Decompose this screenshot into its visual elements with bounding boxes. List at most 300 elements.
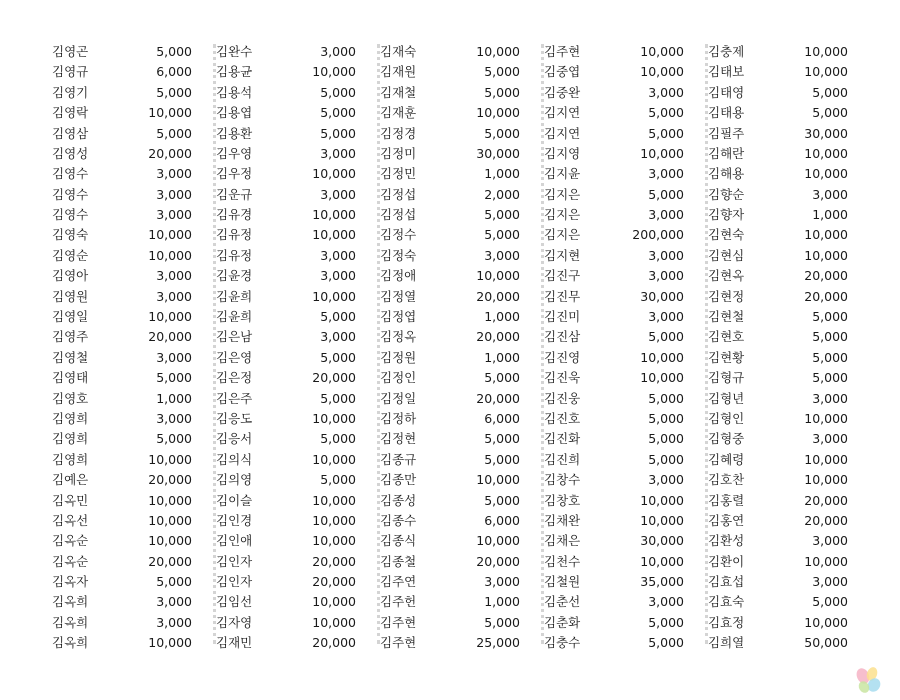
donation-amount: 5,000 bbox=[156, 84, 192, 100]
donation-amount: 3,000 bbox=[812, 186, 848, 202]
donor-name: 김은정 bbox=[216, 370, 253, 386]
donation-amount: 10,000 bbox=[312, 492, 356, 508]
donation-amount: 10,000 bbox=[804, 410, 848, 426]
donor-row bbox=[380, 491, 540, 511]
donor-name: 김천수 bbox=[544, 553, 581, 569]
donation-amount: 5,000 bbox=[156, 574, 192, 590]
donor-row bbox=[708, 144, 868, 164]
donor-row bbox=[216, 531, 376, 551]
donation-amount: 5,000 bbox=[484, 614, 520, 630]
donation-amount: 10,000 bbox=[804, 614, 848, 630]
donor-name: 김영성 bbox=[52, 145, 89, 161]
donor-row bbox=[52, 348, 212, 368]
donor-name: 김영태 bbox=[52, 370, 89, 386]
donor-row bbox=[708, 593, 868, 613]
donor-row bbox=[708, 124, 868, 144]
donor-name: 김재숙 bbox=[380, 43, 417, 59]
donor-name: 김영수 bbox=[52, 186, 89, 202]
donor-name: 김정일 bbox=[380, 390, 417, 406]
donor-row bbox=[380, 307, 540, 327]
donation-amount: 5,000 bbox=[812, 594, 848, 610]
donation-amount: 25,000 bbox=[476, 635, 520, 651]
donor-row bbox=[52, 124, 212, 144]
donor-row bbox=[52, 552, 212, 572]
donor-row bbox=[544, 552, 704, 572]
donor-row bbox=[708, 470, 868, 490]
donation-amount: 1,000 bbox=[484, 594, 520, 610]
donation-amount: 5,000 bbox=[320, 349, 356, 365]
donation-amount: 3,000 bbox=[648, 594, 684, 610]
donation-amount: 5,000 bbox=[156, 370, 192, 386]
donation-amount: 5,000 bbox=[648, 635, 684, 651]
donor-name: 김현황 bbox=[708, 349, 745, 365]
donor-name: 김해란 bbox=[708, 145, 745, 161]
donation-amount: 3,000 bbox=[320, 329, 356, 345]
donor-row bbox=[544, 511, 704, 531]
donation-amount: 10,000 bbox=[640, 553, 684, 569]
donation-amount: 5,000 bbox=[648, 431, 684, 447]
donor-name: 김현호 bbox=[708, 329, 745, 345]
donor-column-1 bbox=[52, 42, 212, 654]
donor-row bbox=[380, 389, 540, 409]
donor-name: 김정원 bbox=[380, 349, 417, 365]
donor-row bbox=[380, 42, 540, 62]
donor-row bbox=[52, 144, 212, 164]
donor-row bbox=[380, 348, 540, 368]
donor-row bbox=[52, 613, 212, 633]
donor-name: 김영수 bbox=[52, 166, 89, 182]
donor-row bbox=[216, 450, 376, 470]
donor-name: 김진삼 bbox=[544, 329, 581, 345]
donation-amount: 20,000 bbox=[476, 390, 520, 406]
donor-row bbox=[380, 572, 540, 592]
donation-amount: 3,000 bbox=[648, 247, 684, 263]
donor-row bbox=[380, 368, 540, 388]
donor-name: 김진미 bbox=[544, 309, 581, 325]
donation-amount: 10,000 bbox=[640, 370, 684, 386]
donation-amount: 5,000 bbox=[320, 105, 356, 121]
donor-row bbox=[544, 531, 704, 551]
donor-row bbox=[544, 287, 704, 307]
donor-row bbox=[708, 348, 868, 368]
donor-row bbox=[216, 307, 376, 327]
donor-name: 김영숙 bbox=[52, 227, 89, 243]
donor-row bbox=[708, 409, 868, 429]
donor-row bbox=[380, 409, 540, 429]
donor-row bbox=[216, 185, 376, 205]
donor-name: 김정수 bbox=[380, 227, 417, 243]
donation-amount: 10,000 bbox=[312, 64, 356, 80]
donor-name: 김재훈 bbox=[380, 105, 417, 121]
donor-row bbox=[380, 226, 540, 246]
donor-name: 김창호 bbox=[544, 492, 581, 508]
donor-name: 김혜령 bbox=[708, 451, 745, 467]
donor-row bbox=[216, 613, 376, 633]
donor-name: 김용엽 bbox=[216, 105, 253, 121]
donor-row bbox=[544, 103, 704, 123]
donor-row bbox=[52, 307, 212, 327]
donation-amount: 10,000 bbox=[476, 533, 520, 549]
donor-name: 김유정 bbox=[216, 247, 253, 263]
donor-name: 김중엽 bbox=[544, 64, 581, 80]
donor-row bbox=[52, 389, 212, 409]
donation-amount: 5,000 bbox=[484, 207, 520, 223]
donor-column-2 bbox=[216, 42, 376, 654]
donor-name: 김지윤 bbox=[544, 166, 581, 182]
donation-amount: 20,000 bbox=[148, 145, 192, 161]
donor-name: 김환성 bbox=[708, 533, 745, 549]
donor-name: 김진구 bbox=[544, 268, 581, 284]
donor-name: 김춘화 bbox=[544, 614, 581, 630]
donor-name: 김옥순 bbox=[52, 553, 89, 569]
donation-amount: 10,000 bbox=[312, 451, 356, 467]
donor-row bbox=[544, 266, 704, 286]
donor-row bbox=[52, 62, 212, 82]
donation-amount: 20,000 bbox=[148, 553, 192, 569]
donation-amount: 3,000 bbox=[156, 614, 192, 630]
donation-amount: 3,000 bbox=[648, 84, 684, 100]
donor-name: 김영삼 bbox=[52, 125, 89, 141]
donor-name: 김진무 bbox=[544, 288, 581, 304]
donor-name: 김인자 bbox=[216, 574, 253, 590]
donor-name: 김인경 bbox=[216, 512, 253, 528]
donor-name: 김형중 bbox=[708, 431, 745, 447]
donor-row bbox=[544, 124, 704, 144]
donor-row bbox=[708, 164, 868, 184]
donor-row bbox=[544, 62, 704, 82]
donor-row bbox=[380, 185, 540, 205]
donor-row bbox=[380, 62, 540, 82]
donor-row bbox=[544, 164, 704, 184]
donor-name: 김재철 bbox=[380, 84, 417, 100]
donor-name: 김채은 bbox=[544, 533, 581, 549]
donor-row bbox=[216, 368, 376, 388]
donor-list bbox=[52, 42, 868, 654]
donation-amount: 1,000 bbox=[156, 390, 192, 406]
donor-name: 김정현 bbox=[380, 431, 417, 447]
donation-amount: 5,000 bbox=[320, 125, 356, 141]
donor-row bbox=[52, 531, 212, 551]
donation-amount: 5,000 bbox=[484, 431, 520, 447]
donation-amount: 5,000 bbox=[320, 390, 356, 406]
donor-row bbox=[380, 124, 540, 144]
donor-name: 김정열 bbox=[380, 288, 417, 304]
donation-amount: 3,000 bbox=[156, 186, 192, 202]
donation-amount: 3,000 bbox=[156, 207, 192, 223]
donation-amount: 10,000 bbox=[148, 635, 192, 651]
donor-row bbox=[216, 633, 376, 653]
donor-row bbox=[216, 144, 376, 164]
donation-amount: 10,000 bbox=[312, 410, 356, 426]
donor-row bbox=[52, 409, 212, 429]
donation-amount: 3,000 bbox=[648, 472, 684, 488]
donation-amount: 10,000 bbox=[476, 472, 520, 488]
donation-amount: 10,000 bbox=[148, 247, 192, 263]
donor-name: 김용석 bbox=[216, 84, 253, 100]
donor-row bbox=[52, 429, 212, 449]
donor-name: 김지은 bbox=[544, 207, 581, 223]
donation-amount: 20,000 bbox=[804, 268, 848, 284]
donor-name: 김영기 bbox=[52, 84, 89, 100]
donation-amount: 20,000 bbox=[804, 512, 848, 528]
donation-amount: 10,000 bbox=[312, 207, 356, 223]
donor-row bbox=[216, 348, 376, 368]
donation-amount: 1,000 bbox=[484, 166, 520, 182]
donor-name: 김지연 bbox=[544, 105, 581, 121]
donation-amount: 10,000 bbox=[640, 145, 684, 161]
donor-name: 김지연 bbox=[544, 125, 581, 141]
donation-amount: 5,000 bbox=[156, 43, 192, 59]
donation-amount: 30,000 bbox=[640, 533, 684, 549]
donor-row bbox=[216, 226, 376, 246]
donation-amount: 20,000 bbox=[312, 370, 356, 386]
donation-amount: 10,000 bbox=[476, 43, 520, 59]
donation-amount: 30,000 bbox=[804, 125, 848, 141]
donation-amount: 5,000 bbox=[156, 431, 192, 447]
donor-row bbox=[380, 287, 540, 307]
donor-name: 김인애 bbox=[216, 533, 253, 549]
donor-name: 김은주 bbox=[216, 390, 253, 406]
donation-amount: 10,000 bbox=[148, 512, 192, 528]
donation-amount: 3,000 bbox=[484, 247, 520, 263]
donation-amount: 3,000 bbox=[156, 594, 192, 610]
donation-amount: 3,000 bbox=[648, 207, 684, 223]
donor-name: 김진영 bbox=[544, 349, 581, 365]
donor-row bbox=[52, 633, 212, 653]
donor-row bbox=[708, 62, 868, 82]
donation-amount: 5,000 bbox=[156, 125, 192, 141]
donation-amount: 10,000 bbox=[148, 227, 192, 243]
donation-amount: 1,000 bbox=[484, 309, 520, 325]
donation-amount: 3,000 bbox=[812, 533, 848, 549]
donation-amount: 10,000 bbox=[640, 64, 684, 80]
donor-name: 김예은 bbox=[52, 472, 89, 488]
donor-name: 김영희 bbox=[52, 410, 89, 426]
donation-amount: 20,000 bbox=[312, 553, 356, 569]
donor-row bbox=[708, 511, 868, 531]
donation-amount: 10,000 bbox=[804, 451, 848, 467]
donor-name: 김진웅 bbox=[544, 390, 581, 406]
donation-amount: 5,000 bbox=[648, 614, 684, 630]
donor-row bbox=[380, 531, 540, 551]
donor-name: 김진호 bbox=[544, 410, 581, 426]
donor-row bbox=[380, 633, 540, 653]
donor-row bbox=[52, 42, 212, 62]
donor-row bbox=[52, 164, 212, 184]
donation-amount: 20,000 bbox=[476, 329, 520, 345]
donor-row bbox=[380, 83, 540, 103]
donor-row bbox=[216, 103, 376, 123]
donor-column-5 bbox=[708, 42, 868, 654]
donation-amount: 5,000 bbox=[648, 451, 684, 467]
donor-name: 김효정 bbox=[708, 614, 745, 630]
donation-amount: 50,000 bbox=[804, 635, 848, 651]
donor-name: 김정섭 bbox=[380, 207, 417, 223]
donation-amount: 3,000 bbox=[156, 268, 192, 284]
donor-row bbox=[544, 226, 704, 246]
donor-name: 김채완 bbox=[544, 512, 581, 528]
donation-amount: 5,000 bbox=[320, 431, 356, 447]
donor-name: 김종철 bbox=[380, 553, 417, 569]
donor-name: 김정엽 bbox=[380, 309, 417, 325]
donor-name: 김영희 bbox=[52, 431, 89, 447]
donor-name: 김유경 bbox=[216, 207, 253, 223]
donor-name: 김효섭 bbox=[708, 574, 745, 590]
donor-row bbox=[708, 572, 868, 592]
donor-name: 김옥자 bbox=[52, 574, 89, 590]
donor-row bbox=[380, 552, 540, 572]
donation-amount: 3,000 bbox=[320, 145, 356, 161]
donor-name: 김영원 bbox=[52, 288, 89, 304]
donation-amount: 10,000 bbox=[312, 533, 356, 549]
donor-name: 김태보 bbox=[708, 64, 745, 80]
donor-row bbox=[216, 593, 376, 613]
donor-name: 김영호 bbox=[52, 390, 89, 406]
donor-row bbox=[544, 185, 704, 205]
donor-name: 김영주 bbox=[52, 329, 89, 345]
donation-amount: 10,000 bbox=[312, 227, 356, 243]
donor-name: 김태용 bbox=[708, 105, 745, 121]
donor-name: 김향순 bbox=[708, 186, 745, 202]
donor-row bbox=[544, 246, 704, 266]
donor-row bbox=[544, 327, 704, 347]
donor-row bbox=[708, 368, 868, 388]
donor-name: 김윤희 bbox=[216, 309, 253, 325]
donor-row bbox=[544, 42, 704, 62]
donor-row bbox=[708, 287, 868, 307]
donor-name: 김춘선 bbox=[544, 594, 581, 610]
donor-name: 김인자 bbox=[216, 553, 253, 569]
donor-name: 김철원 bbox=[544, 574, 581, 590]
donor-name: 김이슬 bbox=[216, 492, 253, 508]
donor-row bbox=[52, 185, 212, 205]
donation-amount: 5,000 bbox=[648, 329, 684, 345]
donor-name: 김지현 bbox=[544, 247, 581, 263]
petal-logo-icon bbox=[852, 666, 886, 696]
donor-name: 김정하 bbox=[380, 410, 417, 426]
donation-amount: 10,000 bbox=[804, 166, 848, 182]
donation-amount: 10,000 bbox=[148, 309, 192, 325]
donor-name: 김영순 bbox=[52, 247, 89, 263]
donor-row bbox=[216, 511, 376, 531]
donation-amount: 3,000 bbox=[812, 574, 848, 590]
donation-amount: 2,000 bbox=[484, 186, 520, 202]
donation-amount: 10,000 bbox=[148, 105, 192, 121]
donor-row bbox=[544, 491, 704, 511]
donor-name: 김자영 bbox=[216, 614, 253, 630]
donation-amount: 3,000 bbox=[484, 574, 520, 590]
donor-name: 김정인 bbox=[380, 370, 417, 386]
donor-name: 김유정 bbox=[216, 227, 253, 243]
donor-name: 김지은 bbox=[544, 186, 581, 202]
donor-name: 김주현 bbox=[380, 614, 417, 630]
donation-amount: 10,000 bbox=[640, 512, 684, 528]
donation-amount: 5,000 bbox=[320, 472, 356, 488]
donation-amount: 10,000 bbox=[804, 43, 848, 59]
donor-name: 김주현 bbox=[380, 635, 417, 651]
donation-amount: 5,000 bbox=[812, 370, 848, 386]
donor-name: 김응도 bbox=[216, 410, 253, 426]
donor-row bbox=[52, 246, 212, 266]
donor-name: 김옥순 bbox=[52, 533, 89, 549]
donor-row bbox=[544, 307, 704, 327]
donor-row bbox=[380, 266, 540, 286]
donation-amount: 5,000 bbox=[812, 105, 848, 121]
donation-amount: 5,000 bbox=[812, 84, 848, 100]
donor-row bbox=[708, 450, 868, 470]
donation-amount: 5,000 bbox=[812, 329, 848, 345]
donation-amount: 3,000 bbox=[156, 166, 192, 182]
donor-name: 김충수 bbox=[544, 635, 581, 651]
donor-name: 김옥희 bbox=[52, 614, 89, 630]
donor-name: 김용균 bbox=[216, 64, 253, 80]
donation-amount: 10,000 bbox=[312, 594, 356, 610]
donation-amount: 10,000 bbox=[312, 512, 356, 528]
donor-name: 김영아 bbox=[52, 268, 89, 284]
donor-name: 김충제 bbox=[708, 43, 745, 59]
donation-amount: 6,000 bbox=[484, 410, 520, 426]
donation-amount: 3,000 bbox=[648, 268, 684, 284]
donor-row bbox=[544, 450, 704, 470]
donor-row bbox=[708, 226, 868, 246]
donor-row bbox=[216, 389, 376, 409]
donor-name: 김은영 bbox=[216, 349, 253, 365]
donor-name: 김옥희 bbox=[52, 594, 89, 610]
donor-row bbox=[708, 83, 868, 103]
donation-amount: 10,000 bbox=[476, 268, 520, 284]
donor-name: 김창수 bbox=[544, 472, 581, 488]
donor-name: 김의영 bbox=[216, 472, 253, 488]
donor-name: 김해용 bbox=[708, 166, 745, 182]
donor-name: 김옥선 bbox=[52, 512, 89, 528]
donor-name: 김현철 bbox=[708, 309, 745, 325]
donor-row bbox=[544, 633, 704, 653]
donor-row bbox=[544, 409, 704, 429]
donor-row bbox=[380, 144, 540, 164]
donor-row bbox=[708, 246, 868, 266]
donor-name: 김진욱 bbox=[544, 370, 581, 386]
donor-name: 김임선 bbox=[216, 594, 253, 610]
donor-name: 김정숙 bbox=[380, 247, 417, 263]
donor-name: 김의식 bbox=[216, 451, 253, 467]
donor-row bbox=[52, 266, 212, 286]
donation-amount: 3,000 bbox=[156, 349, 192, 365]
donor-row bbox=[216, 246, 376, 266]
donor-row bbox=[216, 164, 376, 184]
donor-row bbox=[52, 327, 212, 347]
donation-amount: 5,000 bbox=[648, 186, 684, 202]
donation-amount: 5,000 bbox=[484, 125, 520, 141]
donor-name: 김지영 bbox=[544, 145, 581, 161]
donor-row bbox=[544, 368, 704, 388]
donor-row bbox=[216, 287, 376, 307]
donation-amount: 20,000 bbox=[804, 288, 848, 304]
donor-row bbox=[216, 491, 376, 511]
donor-row bbox=[380, 429, 540, 449]
donor-name: 김우영 bbox=[216, 145, 253, 161]
donation-amount: 5,000 bbox=[812, 349, 848, 365]
donor-row bbox=[544, 144, 704, 164]
donor-name: 김진화 bbox=[544, 431, 581, 447]
donor-row bbox=[544, 389, 704, 409]
donor-name: 김홍연 bbox=[708, 512, 745, 528]
donation-amount: 20,000 bbox=[804, 492, 848, 508]
donor-row bbox=[52, 470, 212, 490]
donor-row bbox=[216, 572, 376, 592]
donor-name: 김주연 bbox=[380, 574, 417, 590]
donor-row bbox=[544, 205, 704, 225]
donor-row bbox=[708, 307, 868, 327]
